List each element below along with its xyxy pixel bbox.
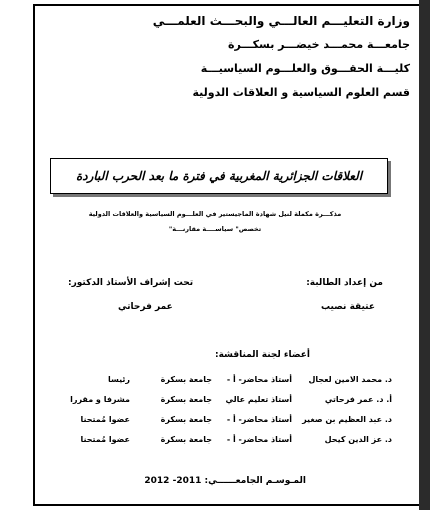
department-name: قسم العلوم السياسية و العلاقات الدولية [192, 86, 410, 99]
student-name: عتيقة نصيب [320, 302, 375, 312]
member-rank: أستاذ محاضر- أ - [226, 375, 292, 384]
university-name: جامعـــة محمـــد خيضـــر بسكـــرة [228, 38, 410, 51]
member-university: جامعة بسكرة [160, 435, 212, 444]
member-rank: أستاذ محاضر- أ - [226, 415, 292, 424]
member-name: د. عبد العظيم بن صغير [302, 415, 392, 424]
prepared-by-label: من إعداد الطالبة: [306, 278, 383, 288]
member-role: عضوا مُمتحنا [80, 435, 130, 444]
member-rank: أستاذ محاضر- أ - [226, 435, 292, 444]
thesis-title: العلاقات الجزائرية المغربية في فترة ما بعد الحرب الباردة [75, 169, 363, 183]
window-edge [419, 0, 430, 510]
member-role: رئيسا [107, 375, 130, 384]
specialty-line: تخصص" سياســــة مقارنـــة" [168, 225, 262, 233]
member-university: جامعة بسكرة [160, 395, 212, 404]
ministry-name: وزارة التعليـــم العالـــي والبحـــث العلمـــي [152, 14, 410, 28]
member-role: مشرفا و مقررا [70, 395, 130, 404]
supervisor-label: تحت إشراف الأستاذ الدكتور: [68, 278, 194, 288]
member-university: جامعة بسكرة [160, 375, 212, 384]
member-name: د. عز الدين كيحل [324, 435, 392, 444]
thesis-title-box [50, 158, 388, 194]
member-university: جامعة بسكرة [160, 415, 212, 424]
faculty-name: كليـــة الحقـــوق والعلـــوم السياسيـــة [200, 62, 410, 75]
committee-title: أعضاء لجنة المناقشة: [214, 350, 310, 360]
member-name: د. محمد الامين لعجال [308, 375, 392, 384]
memo-description: مذكـــرة مكملة لنيل شهادة الماجيستير في العلـــوم السياسية والعلاقات الدولية [88, 210, 342, 218]
page-border [33, 4, 421, 506]
member-rank: أستاذ تعليم عالي [225, 395, 292, 404]
supervisor-name: عمر فرحاتي [118, 302, 173, 312]
member-name: أ. د. عمر فرحاتي [324, 395, 392, 404]
member-role: عضوا مُمتحنا [80, 415, 130, 424]
academic-year: المـوسـم الجامعــــــي: 2011- 2012 [144, 476, 306, 486]
